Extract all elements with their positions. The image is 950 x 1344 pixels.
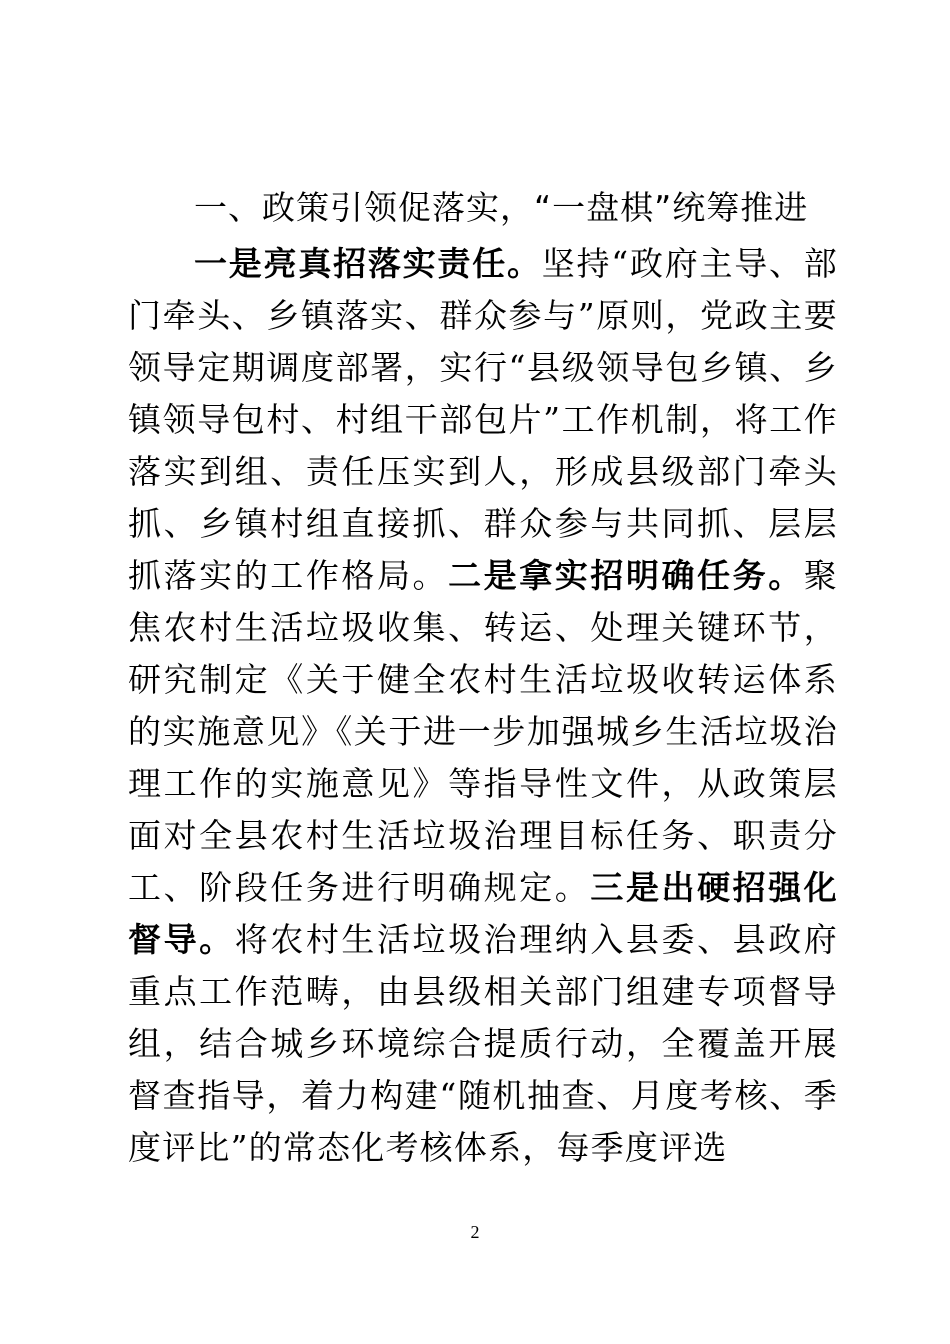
page-number: 2 [470,1222,480,1242]
text-run-3: 将农村生活垃圾治理纳入县委、县政府重点工作范畴，由县级相关部门组建专项督导组，结合城乡环境综合提质行动，全覆盖开展督查指导，着力构建“随机抽查、月度考核、季度评比”的常态化考核体系，每季度评选 [128,920,838,1167]
text-run-1: 坚持“政府主导、部门牵头、乡镇落实、群众参与”原则，党政主要领导定期调度部署，实行“县级领导包乡镇、乡镇领导包村、村组干部包片”工作机制，将工作落实到组、责任压实到人，形成县级部门牵头抓、乡镇村组直接抓、群众参与共同抓、层层抓落实的工作格局。 [128,244,839,595]
bold-phrase-3: 三是出硬招强化督导。 [128,868,838,959]
bold-phrase-1: 一是亮真招落实责任。 [194,244,542,283]
document-body [128,178,838,1174]
section-heading: 一、政策引领促落实，“一盘棋”统筹推进 [194,188,809,227]
bold-phrase-2: 二是拿实招明确任务。 [448,556,804,595]
body-paragraph [128,238,838,1174]
text-run-2: 聚焦农村生活垃圾收集、转运、处理关键环节，研究制定《关于健全农村生活垃圾收转运体系的实施意见》《关于进一步加强城乡生活垃圾治理工作的实施意见》等指导性文件，从政策层面对全县农村生活垃圾治理目标任务、职责分工、阶段任务进行明确规定。 [128,556,838,907]
